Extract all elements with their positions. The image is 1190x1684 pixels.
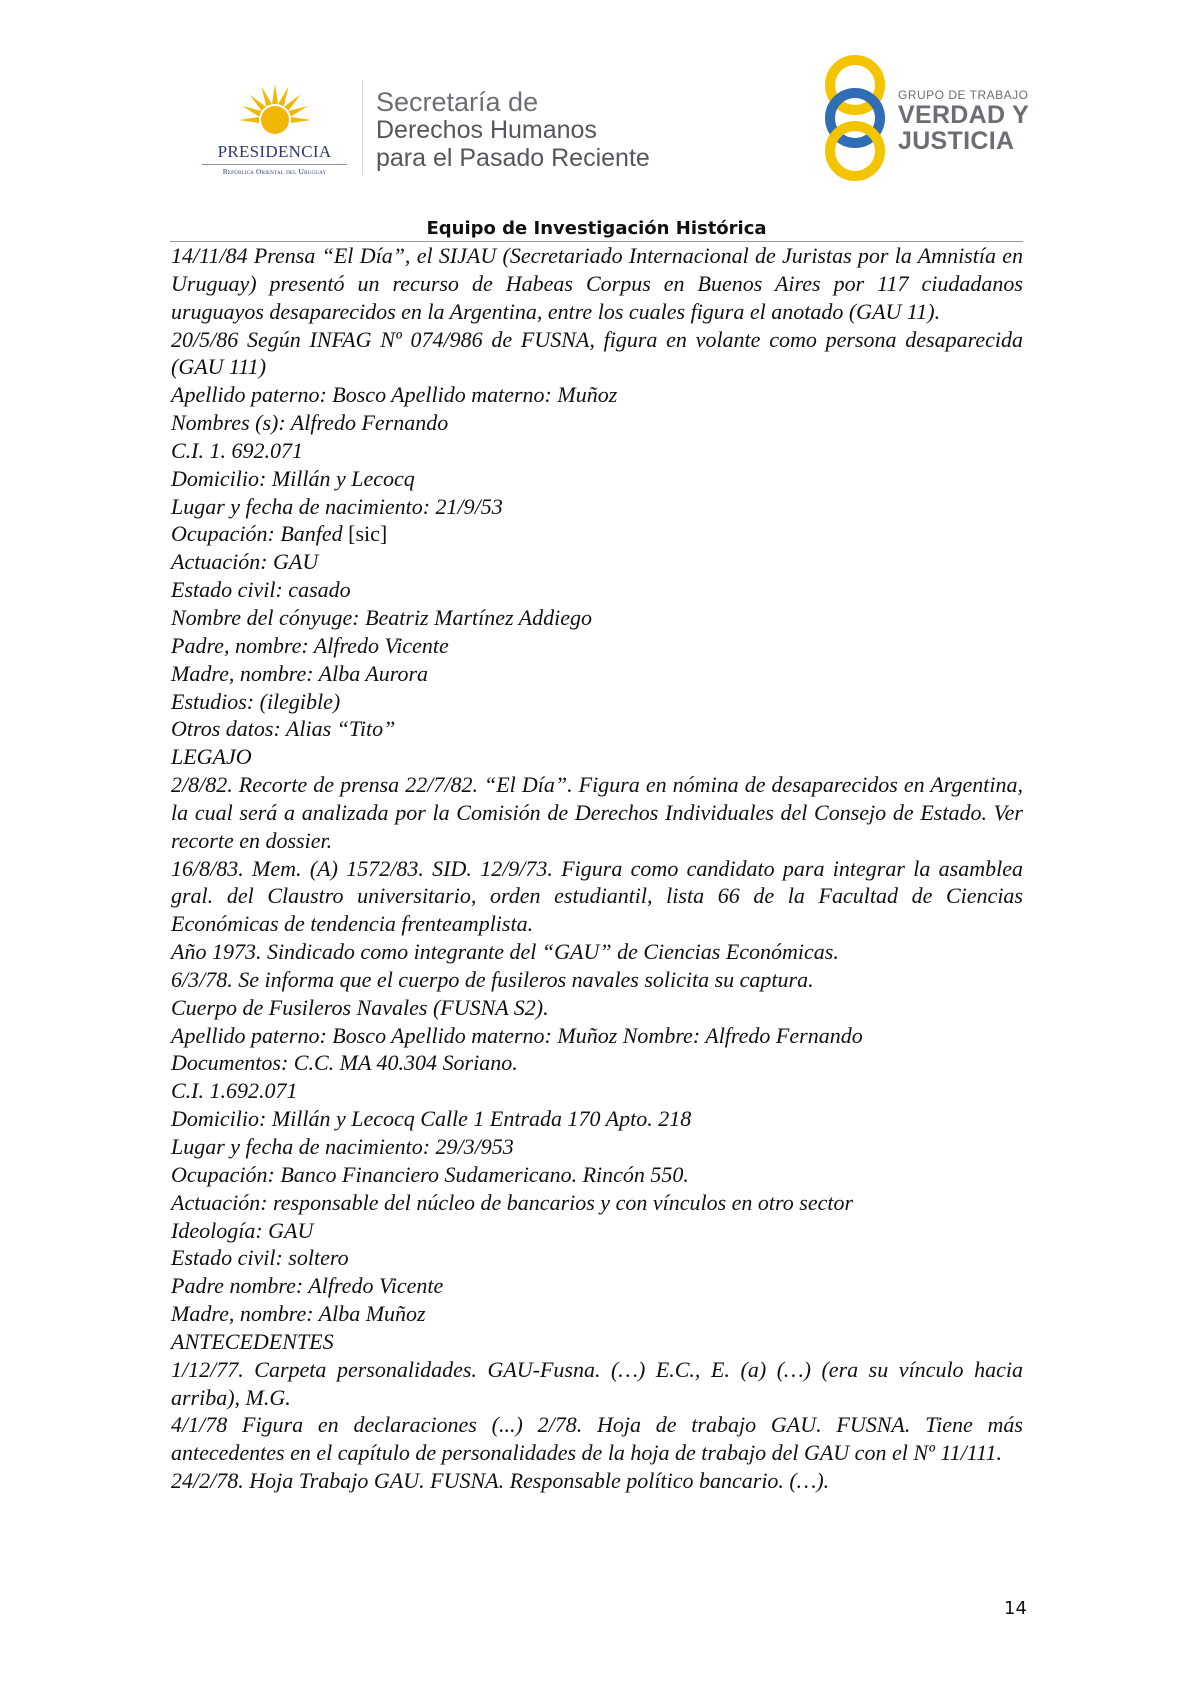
paragraph: Nombre del cónyuge: Beatriz Martínez Addiego [171,604,592,630]
paragraph: Ocupación: Banco Financiero Sudamericano. Rincón 550. [171,1161,689,1187]
paragraph: 6/3/78. Se informa que el cuerpo de fusileros navales solicita su captura. [171,966,814,992]
paragraph: Estado civil: soltero [171,1245,349,1271]
paragraph: Otros datos: Alias “Tito” [171,716,396,742]
grupo-line-2: VERDAD Y [898,101,1030,129]
grupo-line-1: GRUPO DE TRABAJO [898,88,1029,102]
paragraph: Domicilio: Millán y Lecocq [171,465,415,491]
paragraph: Domicilio: Millán y Lecocq Calle 1 Entrada 170 Apto. 218 [171,1106,692,1132]
presidencia-logo [192,70,357,185]
paragraph: 14/11/84 Prensa “El Día”, el SIJAU (Secretariado Internacional de Juristas por la Amnistía en Uruguay) presentó un recurso de Habeas Corpus en Buenos Aires por 117 ciudadanos uruguayos desaparecidos en la Argentina, entre los cuales figura el anotado (GAU 11). [171,243,1023,324]
paragraph: Ideología: GAU [171,1217,314,1243]
paragraph: Actuación: GAU [171,549,319,575]
paragraph: Apellido paterno: Bosco Apellido materno: Muñoz Nombre: Alfredo Fernando [171,1022,863,1048]
paragraph: Lugar y fecha de nacimiento: 21/9/53 [171,493,503,519]
paragraph: C.I. 1. 692.071 [171,437,303,463]
paragraph: Estudios: (ilegible) [171,688,341,714]
paragraph: 24/2/78. Hoja Trabajo GAU. FUSNA. Responsable político bancario. (…). [171,1468,830,1494]
secretaria-line-2: Derechos Humanos [376,116,597,144]
paragraph: Documentos: C.C. MA 40.304 Soriano. [171,1050,518,1076]
paragraph: 4/1/78 Figura en declaraciones (...) 2/78. Hoja de trabajo GAU. FUSNA. Tiene más antecedentes en el capítulo de personalidades de la hoja de trabajo del GAU con el Nº 11/111. [171,1412,1023,1466]
grupo-logo-text [898,88,1029,154]
paragraph: 16/8/83. Mem. (A) 1572/83. SID. 12/9/73. Figura como candidato para integrar la asamblea gral. del Claustro universitario, orden estudiantil, lista 66 de la Facultad de Ciencias Económicas de tendencia frenteamplista. [171,855,1023,937]
paragraph: Año 1973. Sindicado como integrante del “GAU” de Ciencias Económicas. [171,939,839,965]
grupo-line-3: JUSTICIA [898,127,1015,155]
sun-icon [240,82,310,146]
paragraph: Padre nombre: Alfredo Vicente [171,1273,444,1299]
paragraph: Madre, nombre: Alba Muñoz [171,1301,426,1327]
document-body [171,242,1023,1495]
presidencia-rule [202,164,347,165]
paragraph: Cuerpo de Fusileros Navales (FUSNA S2). [171,994,549,1020]
occupation-text: Ocupación: Banfed [171,521,343,547]
secretaria-line-3: para el Pasado Reciente [376,144,650,172]
sic-note: [sic] [348,521,388,547]
secretaria-logo-text [376,88,650,172]
section-heading: LEGAJO [171,744,252,770]
presidencia-title: PRESIDENCIA [217,142,332,161]
secretaria-line-1: Secretaría de [376,87,539,117]
page-number: 14 [1004,1598,1027,1619]
paragraph: Lugar y fecha de nacimiento: 29/3/953 [171,1134,514,1159]
presidencia-subtitle: República Oriental del Uruguay [222,167,327,176]
page-header [0,0,1190,220]
paragraph: Nombres (s): Alfredo Fernando [171,410,449,436]
paragraph: Madre, nombre: Alba Aurora [171,660,429,686]
header-divider [362,80,363,175]
paragraph: Padre, nombre: Alfredo Vicente [171,632,449,658]
paragraph-occupation [171,520,1023,548]
interlocking-rings-icon [820,55,890,181]
paragraph: C.I. 1.692.071 [171,1078,298,1104]
paragraph: 20/5/86 Según INFAG Nº 074/986 de FUSNA, figura en volante como persona desaparecida (GAU 111) [171,326,1023,380]
paragraph: Apellido paterno: Bosco Apellido materno: Muñoz [171,382,618,408]
paragraph: 2/8/82. Recorte de prensa 22/7/82. “El Día”. Figura en nómina de desaparecidos en Argentina, la cual será a analizada por la Comisión de Derechos Individuales del Consejo de Estado. Ver recorte en dossier. [171,772,1023,853]
paragraph: Estado civil: casado [171,577,351,603]
section-heading: ANTECEDENTES [171,1328,334,1354]
team-title: Equipo de Investigación Histórica [426,218,767,239]
paragraph: Actuación: responsable del núcleo de bancarios y con vínculos en otro sector [171,1189,854,1215]
paragraph: 1/12/77. Carpeta personalidades. GAU-Fusna. (…) E.C., E. (a) (…) (era su vínculo hacia arriba), M.G. [171,1356,1023,1410]
